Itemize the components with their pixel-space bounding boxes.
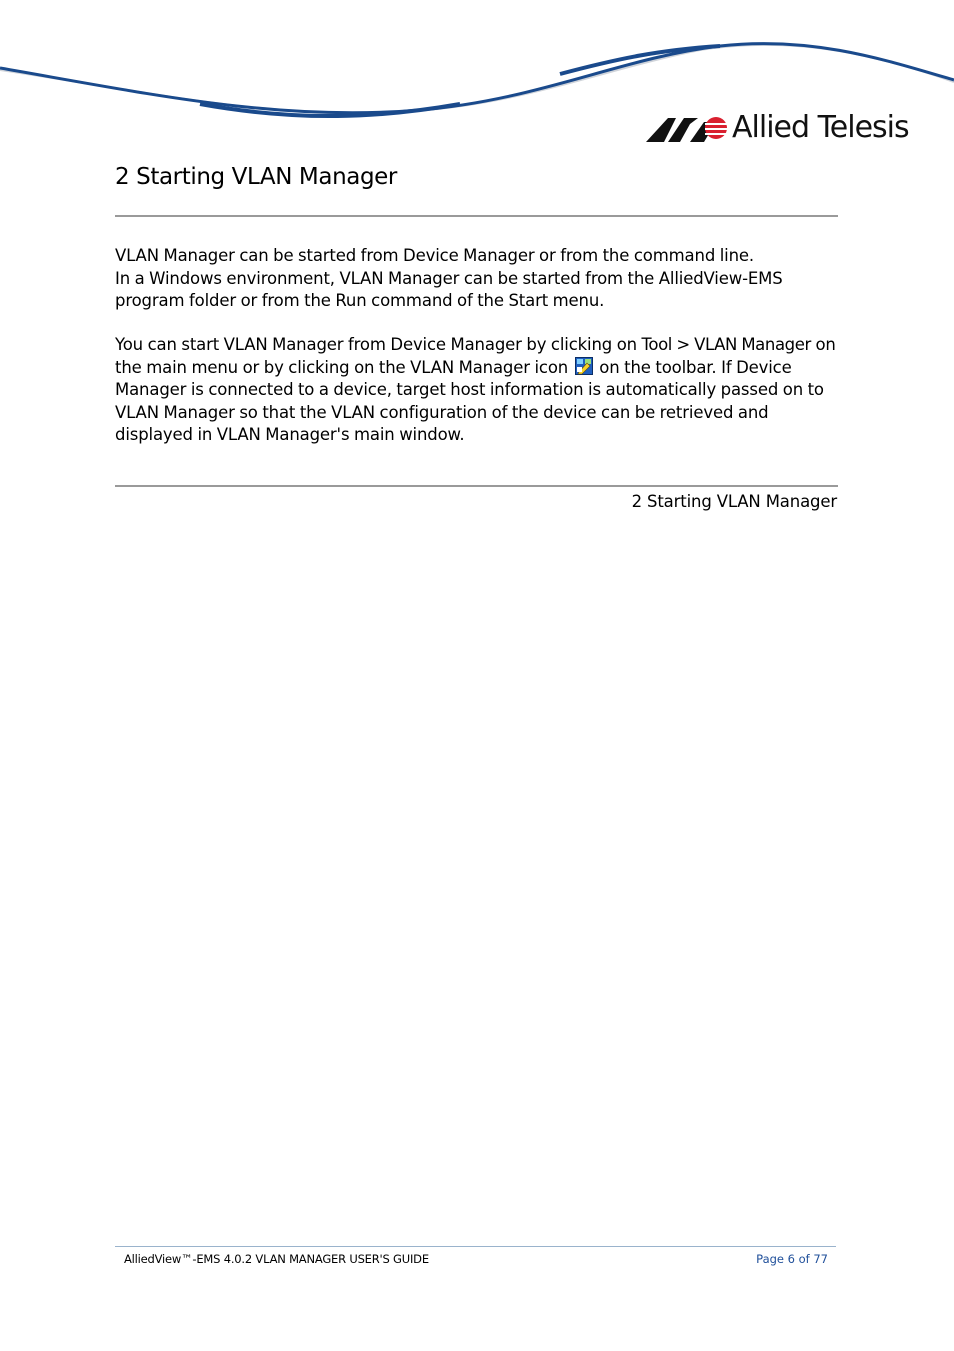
allied-telesis-logo-icon [646, 112, 728, 144]
section-divider [115, 485, 838, 487]
logo-wordmark: Allied Telesis [732, 110, 909, 145]
intro-paragraph [115, 245, 839, 313]
launch-text-middle: on the main menu or by clicking on the VLAN Manager icon [115, 335, 836, 377]
page-footer-divider [115, 1246, 836, 1247]
vlan-manager-icon [575, 357, 593, 375]
launch-text-before: You can start VLAN Manager from Device Manager by clicking on [115, 335, 642, 354]
section-footer-label: 2 Starting VLAN Manager [631, 492, 837, 511]
allied-telesis-logo [646, 108, 909, 148]
footer-guide-title: AlliedView™-EMS 4.0.2 VLAN MANAGER USER'S GUIDE [124, 1252, 429, 1266]
page-title: 2 Starting VLAN Manager [115, 164, 397, 190]
footer-page-number: Page 6 of 77 [756, 1252, 828, 1266]
menu-path-tool-vlan-manager: Tool > VLAN Manager [641, 335, 811, 354]
header-divider [115, 215, 838, 217]
intro-line-2: In a Windows environment, VLAN Manager can be started from the AlliedView-EMS program folder or from the Run command of the Start menu. [115, 268, 783, 310]
launch-text-after: on the toolbar. If Device Manager is connected to a device, target host information is automatically passed on to VLAN Manager so that the VLAN configuration of the device can be retrieved and displayed in VLAN Manager's main window. [115, 357, 824, 444]
intro-line-1: VLAN Manager can be started from Device Manager or from the command line. [115, 246, 755, 265]
launch-paragraph [115, 334, 839, 447]
